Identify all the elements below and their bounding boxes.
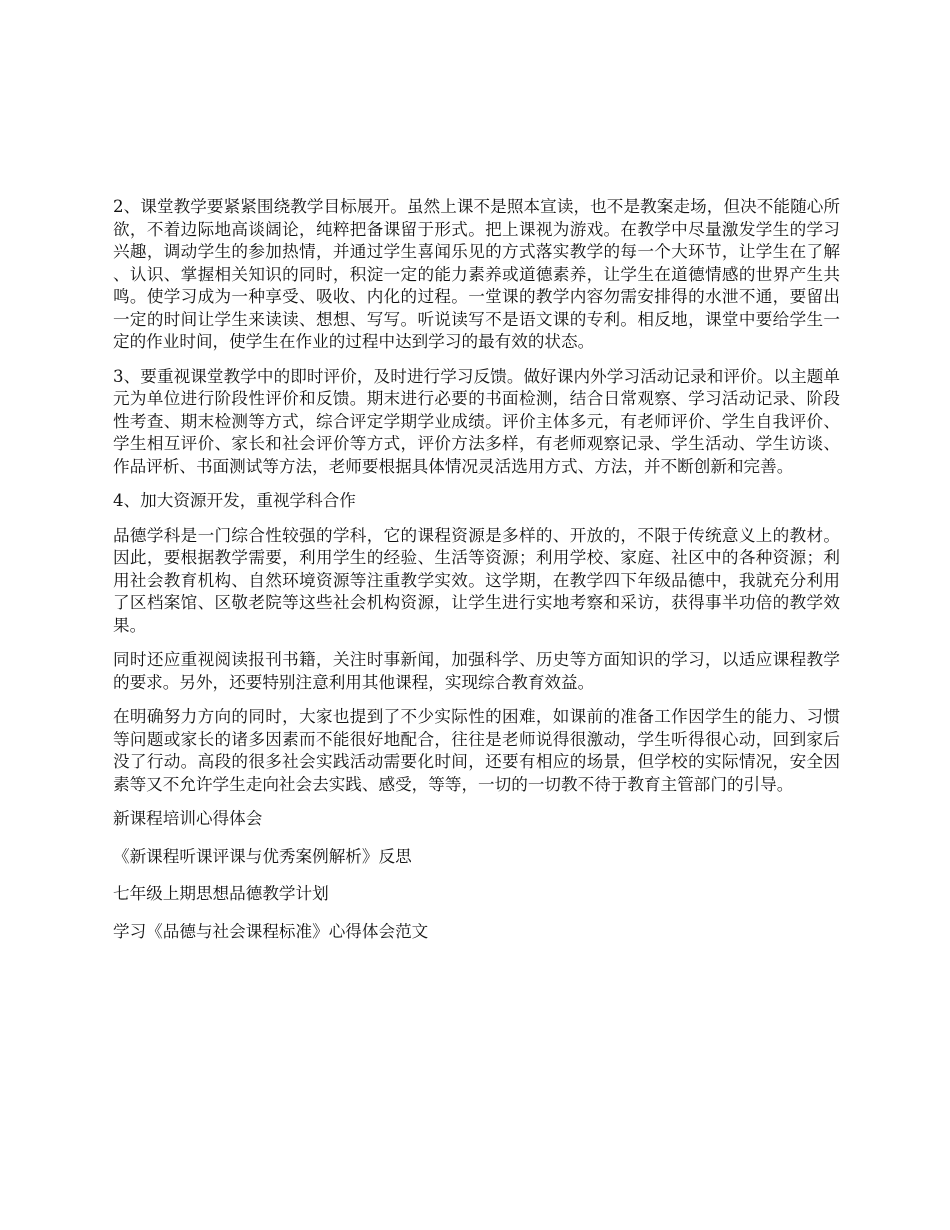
- paragraph-curriculum-resources: 品德学科是一门综合性较强的学科，它的课程资源是多样的、开放的，不限于传统意义上的教材。因此，要根据教学需要，利用学生的经验、生活等资源；利用学校、家庭、社区中的各种资源；利用社会教育机构、自然环境资源等注重教学实效。这学期，在教学四下年级品德中，我就充分利用了区档案馆、区敬老院等这些社会机构资源，让学生进行实地考察和采访，获得事半功倍的教学效果。: [113, 525, 840, 635]
- paragraph-classroom-teaching: 2、课堂教学要紧紧围绕教学目标展开。虽然上课不是照本宣读，也不是教案走场，但决不能随心所欲，不着边际地高谈阔论，纯粹把备课留于形式。把上课视为游戏。在教学中尽量激发学生的学习兴趣，调动学生的参加热情，并通过学生喜闻乐见的方式落实教学的每一个大环节，让学生在了解、认识、掌握相关知识的同时，积淀一定的能力素养或道德素养，让学生在道德情感的世界产生共鸣。使学习成为一种享受、吸收、内化的过程。一堂课的教学内容勿需安排得的水泄不通，要留出一定的时间让学生来读读、想想、写写。听说读写不是语文课的专利。相反地，课堂中要给学生一定的作业时间，使学生在作业的过程中达到学习的最有效的状态。: [113, 197, 840, 351]
- related-link-reflection[interactable]: 《新课程听课评课与优秀案例解析》反思: [113, 846, 412, 866]
- paragraph-difficulties: 在明确努力方向的同时，大家也提到了不少实际性的困难，如课前的准备工作因学生的能力、习惯等问题或家长的诸多因素而不能很好地配合，往往是老师说得很激动，学生听得很心动，回到家后没了行动。高段的很多社会实践活动需要化时间，还要有相应的场景，但学校的实际情况，安全因素等又不允许学生走向社会去实践、感受，等等，一切的一切教不待于教育主管部门的引导。: [113, 707, 840, 794]
- paragraph-instant-evaluation: 3、要重视课堂教学中的即时评价，及时进行学习反馈。做好课内外学习活动记录和评价。以主题单元为单位进行阶段性评价和反馈。期末进行必要的书面检测，结合日常观察、学习活动记录、阶段性考查、期末检测等方式，综合评定学期学业成绩。评价主体多元，有老师评价、学生自我评价、学生相互评价、家长和社会评价等方式，评价方法多样，有老师观察记录、学生活动、学生访谈、作品评析、书面测试等方法，老师要根据具体情况灵活选用方式、方法，并不断创新和完善。: [113, 366, 840, 476]
- related-link-training[interactable]: 新课程培训心得体会: [113, 809, 263, 828]
- document-body: [113, 196, 840, 958]
- related-link-teaching-plan[interactable]: 七年级上期思想品德教学计划: [113, 884, 329, 903]
- paragraph-heading-resources: 4、加大资源开发，重视学科合作: [113, 491, 356, 510]
- related-link-curriculum-standard[interactable]: 学习《品德与社会课程标准》心得体会范文: [113, 921, 429, 941]
- paragraph-reading-news: 同时还应重视阅读报刊书籍，关注时事新闻，加强科学、历史等方面知识的学习，以适应课程教学的要求。另外，还要特别注意利用其他课程，实现综合教育效益。: [113, 650, 840, 692]
